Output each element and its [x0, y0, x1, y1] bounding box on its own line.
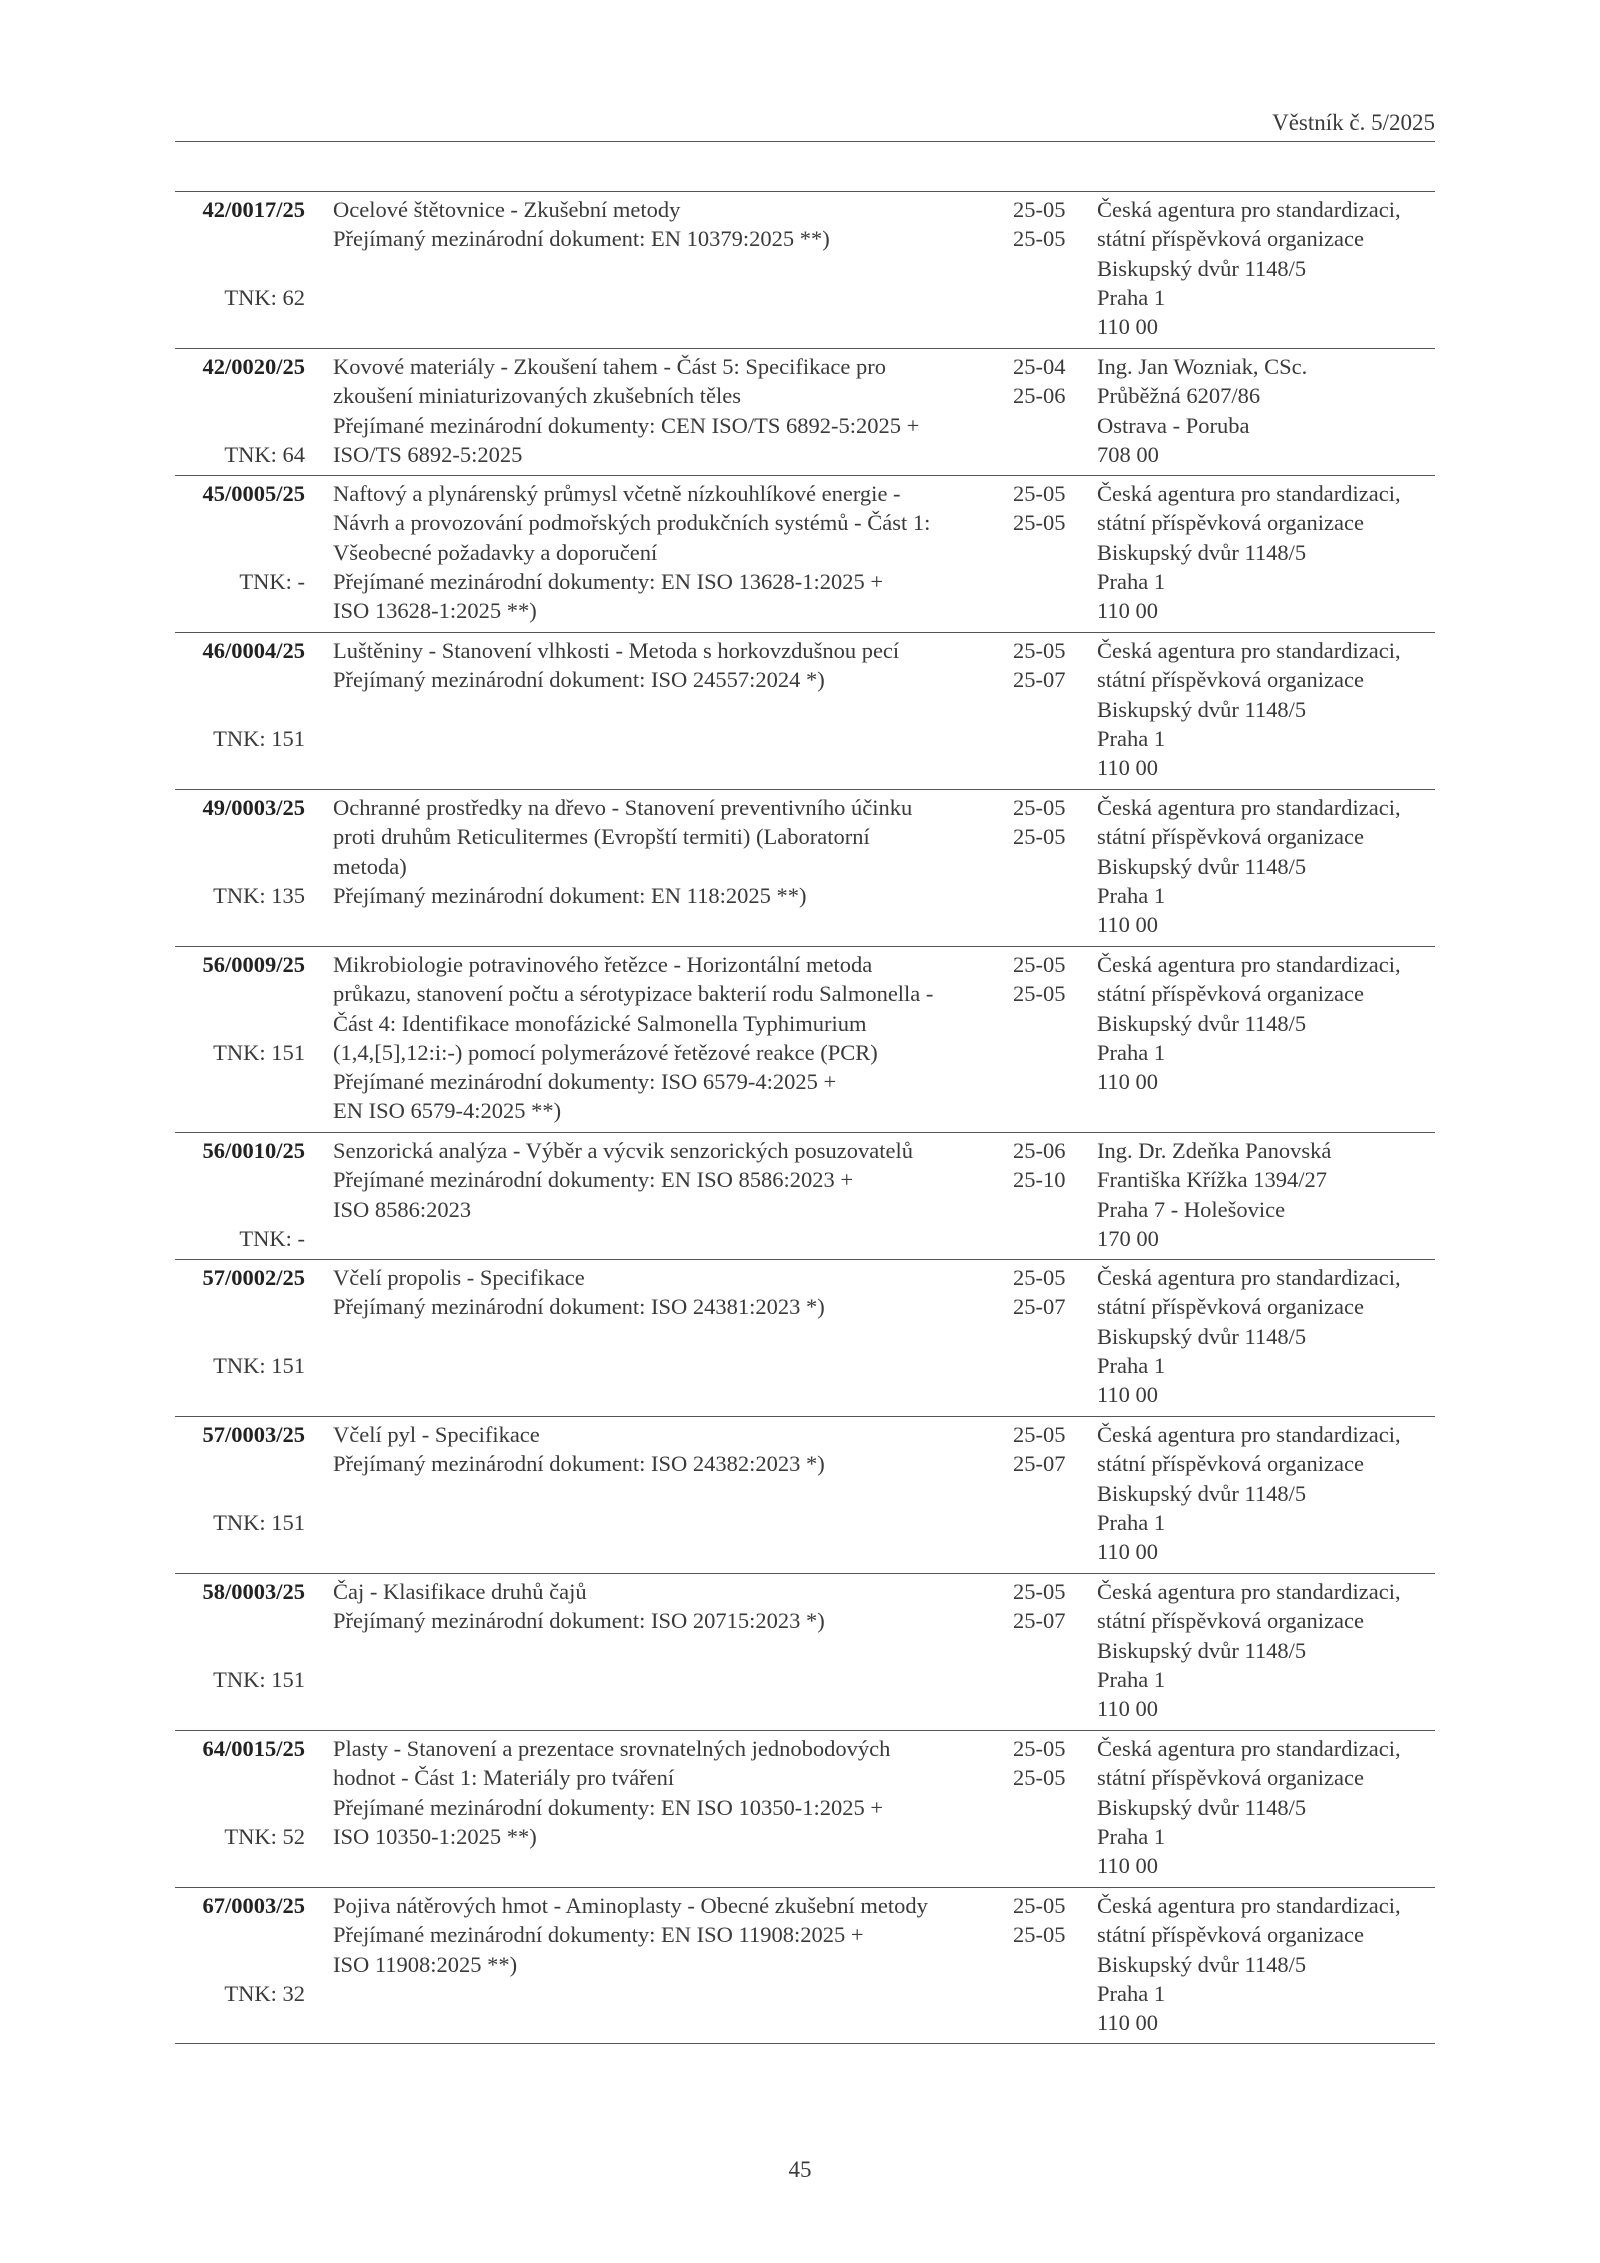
address-line: státní příspěvková organizace — [1097, 1922, 1364, 1948]
bulletin-title: Věstník č. 5/2025 — [1272, 110, 1435, 135]
standard-entry — [175, 1132, 1435, 1259]
address-line: 110 00 — [1097, 598, 1159, 624]
date-line: 25-05 — [1013, 481, 1066, 506]
address-line: Biskupský dvůr 1148/5 — [1097, 1794, 1307, 1820]
title-line: Naftový a plynárenský průmysl včetně nízkouhlíkové energie - — [333, 481, 901, 506]
title-line: ISO/TS 6892-5:2025 — [333, 441, 523, 467]
entry-dates — [1013, 1577, 1083, 1636]
address-line: Česká agentura pro standardizaci, — [1097, 1579, 1401, 1604]
address-line: Praha 1 — [1097, 1666, 1166, 1692]
title-line: Návrh a provozování podmořských produkčních systémů - Část 1: — [333, 510, 931, 536]
date-line: 25-07 — [1013, 1294, 1066, 1320]
address-line: 110 00 — [1097, 912, 1159, 938]
entry-tnk: TNK: - — [239, 568, 305, 594]
address-line: Česká agentura pro standardizaci, — [1097, 795, 1401, 820]
date-line: 25-05 — [1013, 1765, 1066, 1791]
title-line: Přejímaný mezinárodní dokument: ISO 24381:2023 *) — [333, 1294, 825, 1320]
entry-address — [1097, 793, 1437, 939]
standard-entry — [175, 1416, 1435, 1573]
entry-tnk: TNK: 64 — [224, 441, 305, 467]
address-line: Praha 1 — [1097, 284, 1166, 310]
date-line: 25-06 — [1013, 383, 1066, 409]
title-line: Přejímané mezinárodní dokumenty: EN ISO 10350-1:2025 + — [333, 1794, 884, 1820]
address-line: 110 00 — [1097, 1382, 1159, 1408]
address-line: státní příspěvková organizace — [1097, 667, 1364, 693]
date-line: 25-05 — [1013, 981, 1066, 1007]
title-line: Všeobecné požadavky a doporučení — [333, 539, 658, 565]
entry-tnk: TNK: 151 — [213, 725, 305, 751]
address-line: 110 00 — [1097, 314, 1159, 340]
address-line: státní příspěvková organizace — [1097, 1451, 1364, 1477]
standard-entry — [175, 1573, 1435, 1730]
address-line: Praha 1 — [1097, 1509, 1166, 1535]
entry-dates — [1013, 1420, 1083, 1479]
entry-address — [1097, 636, 1437, 782]
title-line: Ocelové štětovnice - Zkušební metody — [333, 197, 681, 222]
title-line: hodnot - Část 1: Materiály pro tváření — [333, 1765, 675, 1791]
date-line: 25-05 — [1013, 795, 1066, 820]
entry-tnk: TNK: 62 — [224, 284, 305, 310]
date-line: 25-05 — [1013, 952, 1066, 977]
standard-entry — [175, 348, 1435, 475]
address-line: Praha 1 — [1097, 1352, 1166, 1378]
entry-address — [1097, 479, 1437, 625]
address-line: Biskupský dvůr 1148/5 — [1097, 1637, 1307, 1663]
address-line: Česká agentura pro standardizaci, — [1097, 1422, 1401, 1447]
entry-address — [1097, 1891, 1437, 2037]
title-line: Ochranné prostředky na dřevo - Stanovení preventivního účinku — [333, 795, 913, 820]
title-line: proti druhům Reticulitermes (Evropští termiti) (Laboratorní — [333, 824, 870, 850]
address-line: Biskupský dvůr 1148/5 — [1097, 853, 1307, 879]
entry-title — [333, 479, 983, 625]
date-line: 25-06 — [1013, 1138, 1066, 1163]
entry-number: 58/0003/25 — [202, 1579, 305, 1604]
date-line: 25-05 — [1013, 1922, 1066, 1948]
title-line: Včelí propolis - Specifikace — [333, 1265, 585, 1290]
title-line: metoda) — [333, 853, 407, 879]
title-line: Přejímané mezinárodní dokumenty: CEN ISO/TS 6892-5:2025 + — [333, 412, 920, 438]
address-line: Praha 7 - Holešovice — [1097, 1196, 1286, 1222]
date-line: 25-07 — [1013, 1608, 1066, 1634]
title-line: Přejímané mezinárodní dokumenty: EN ISO 8586:2023 + — [333, 1167, 854, 1193]
entry-tnk: TNK: 151 — [213, 1352, 305, 1378]
entry-address — [1097, 1734, 1437, 1880]
entry-address — [1097, 1420, 1437, 1566]
entry-tnk: TNK: 151 — [213, 1039, 305, 1065]
entry-address — [1097, 1263, 1437, 1409]
date-line: 25-05 — [1013, 226, 1066, 252]
address-line: Česká agentura pro standardizaci, — [1097, 197, 1401, 222]
entry-number: 57/0002/25 — [202, 1265, 305, 1290]
entry-dates — [1013, 636, 1083, 695]
title-line: Kovové materiály - Zkoušení tahem - Část 5: Specifikace pro — [333, 354, 886, 379]
address-line: Biskupský dvůr 1148/5 — [1097, 539, 1307, 565]
date-line: 25-05 — [1013, 824, 1066, 850]
entry-tnk: TNK: 135 — [213, 882, 305, 908]
entry-number: 64/0015/25 — [202, 1736, 305, 1761]
standard-entry — [175, 1887, 1435, 2044]
entry-title — [333, 1577, 983, 1636]
address-line: státní příspěvková organizace — [1097, 510, 1364, 536]
address-line: státní příspěvková organizace — [1097, 981, 1364, 1007]
address-line: státní příspěvková organizace — [1097, 1765, 1364, 1791]
title-line: Čaj - Klasifikace druhů čajů — [333, 1579, 587, 1604]
address-line: Biskupský dvůr 1148/5 — [1097, 1480, 1307, 1506]
date-line: 25-05 — [1013, 1422, 1066, 1447]
entry-title — [333, 1263, 983, 1322]
address-line: Biskupský dvůr 1148/5 — [1097, 1010, 1307, 1036]
address-line: 110 00 — [1097, 1696, 1159, 1722]
address-line: Česká agentura pro standardizaci, — [1097, 1265, 1401, 1290]
address-line: Praha 1 — [1097, 1039, 1166, 1065]
title-line: Pojiva nátěrových hmot - Aminoplasty - Obecné zkušební metody — [333, 1893, 928, 1918]
address-line: Praha 1 — [1097, 725, 1166, 751]
title-line: Mikrobiologie potravinového řetězce - Horizontální metoda — [333, 952, 873, 977]
title-line: zkoušení miniaturizovaných zkušebních těles — [333, 383, 741, 409]
entry-title — [333, 636, 983, 695]
entry-address — [1097, 950, 1437, 1096]
entry-dates — [1013, 1136, 1083, 1195]
entry-number: 42/0020/25 — [202, 354, 305, 379]
address-line: Česká agentura pro standardizaci, — [1097, 638, 1401, 663]
standard-entry — [175, 632, 1435, 789]
title-line: průkazu, stanovení počtu a sérotypizace bakterií rodu Salmonella - — [333, 981, 934, 1007]
address-line: Praha 1 — [1097, 568, 1166, 594]
address-line: Česká agentura pro standardizaci, — [1097, 1893, 1401, 1918]
date-line: 25-05 — [1013, 1736, 1066, 1761]
title-line: Přejímané mezinárodní dokumenty: EN ISO 13628-1:2025 + — [333, 568, 884, 594]
entry-dates — [1013, 950, 1083, 1009]
entry-address — [1097, 1136, 1437, 1253]
title-line: Přejímaný mezinárodní dokument: ISO 20715:2023 *) — [333, 1608, 825, 1634]
standards-list — [175, 191, 1435, 2044]
address-line: Česká agentura pro standardizaci, — [1097, 481, 1401, 506]
address-line: Česká agentura pro standardizaci, — [1097, 1736, 1401, 1761]
title-line: Přejímané mezinárodní dokumenty: ISO 6579-4:2025 + — [333, 1069, 837, 1095]
address-line: 170 00 — [1097, 1225, 1159, 1251]
date-line: 25-07 — [1013, 667, 1066, 693]
entry-tnk: TNK: 52 — [224, 1823, 305, 1849]
address-line: Průběžná 6207/86 — [1097, 383, 1261, 409]
page-number: 45 — [788, 2157, 812, 2182]
page-header — [175, 108, 1435, 142]
entry-dates — [1013, 1263, 1083, 1322]
entry-number: 56/0010/25 — [202, 1138, 305, 1163]
title-line: Senzorická analýza - Výběr a výcvik senzorických posuzovatelů — [333, 1138, 913, 1163]
entry-dates — [1013, 1891, 1083, 1950]
date-line: 25-10 — [1013, 1167, 1066, 1193]
entry-title — [333, 1734, 983, 1851]
title-line: ISO 10350-1:2025 **) — [333, 1823, 537, 1849]
standard-entry — [175, 191, 1435, 348]
date-line: 25-05 — [1013, 1265, 1066, 1290]
title-line: ISO 11908:2025 **) — [333, 1951, 518, 1977]
title-line: Přejímaný mezinárodní dokument: EN 10379:2025 **) — [333, 226, 830, 252]
title-line: Přejímané mezinárodní dokumenty: EN ISO 11908:2025 + — [333, 1922, 864, 1948]
entry-tnk: TNK: 151 — [213, 1666, 305, 1692]
title-line: Plasty - Stanovení a prezentace srovnatelných jednobodových — [333, 1736, 891, 1761]
title-line: Přejímaný mezinárodní dokument: ISO 24557:2024 *) — [333, 667, 825, 693]
address-line: 708 00 — [1097, 441, 1159, 467]
entry-tnk: TNK: 151 — [213, 1509, 305, 1535]
date-line: 25-05 — [1013, 1579, 1066, 1604]
entry-tnk: TNK: 32 — [224, 1980, 305, 2006]
entry-number: 45/0005/25 — [202, 481, 305, 506]
date-line: 25-05 — [1013, 638, 1066, 663]
entry-title — [333, 793, 983, 910]
entry-dates — [1013, 479, 1083, 538]
entry-address — [1097, 1577, 1437, 1723]
standard-entry — [175, 1259, 1435, 1416]
standard-entry — [175, 789, 1435, 946]
entry-dates — [1013, 1734, 1083, 1793]
entry-number: 49/0003/25 — [202, 795, 305, 820]
address-line: Biskupský dvůr 1148/5 — [1097, 255, 1307, 281]
address-line: Praha 1 — [1097, 882, 1166, 908]
address-line: státní příspěvková organizace — [1097, 1294, 1364, 1320]
address-line: Praha 1 — [1097, 1823, 1166, 1849]
entry-title — [333, 1136, 983, 1224]
entry-number: 67/0003/25 — [202, 1893, 305, 1918]
title-line: ISO 13628-1:2025 **) — [333, 598, 537, 624]
date-line: 25-04 — [1013, 354, 1066, 379]
entry-number: 42/0017/25 — [202, 197, 305, 222]
address-line: Biskupský dvůr 1148/5 — [1097, 1323, 1307, 1349]
title-line: EN ISO 6579-4:2025 **) — [333, 1098, 562, 1124]
title-line: Přejímaný mezinárodní dokument: ISO 24382:2023 *) — [333, 1451, 825, 1477]
entry-number: 56/0009/25 — [202, 952, 305, 977]
standard-entry — [175, 475, 1435, 632]
address-line: 110 00 — [1097, 1069, 1159, 1095]
entry-title — [333, 1891, 983, 1979]
date-line: 25-05 — [1013, 1893, 1066, 1918]
entry-number: 46/0004/25 — [202, 638, 305, 663]
entry-address — [1097, 195, 1437, 341]
entry-dates — [1013, 793, 1083, 852]
entry-address — [1097, 352, 1437, 469]
entry-title — [333, 950, 983, 1126]
title-line: (1,4,[5],12:i:-) pomocí polymerázové řetězové reakce (PCR) — [333, 1039, 878, 1065]
entry-tnk: TNK: - — [239, 1225, 305, 1251]
address-line: 110 00 — [1097, 2010, 1159, 2036]
address-line: Biskupský dvůr 1148/5 — [1097, 1951, 1307, 1977]
title-line: Část 4: Identifikace monofázické Salmonella Typhimurium — [333, 1010, 867, 1036]
entry-dates — [1013, 352, 1083, 411]
entry-number: 57/0003/25 — [202, 1422, 305, 1447]
entry-dates — [1013, 195, 1083, 254]
address-line: Ing. Jan Wozniak, CSc. — [1097, 354, 1308, 379]
address-line: Františka Křížka 1394/27 — [1097, 1167, 1327, 1193]
address-line: státní příspěvková organizace — [1097, 1608, 1364, 1634]
address-line: Ostrava - Poruba — [1097, 412, 1250, 438]
standard-entry — [175, 1730, 1435, 1887]
entry-title — [333, 352, 983, 469]
address-line: Česká agentura pro standardizaci, — [1097, 952, 1401, 977]
standard-entry — [175, 946, 1435, 1132]
entry-title — [333, 1420, 983, 1479]
address-line: státní příspěvková organizace — [1097, 226, 1364, 252]
title-line: Včelí pyl - Specifikace — [333, 1422, 540, 1447]
title-line: ISO 8586:2023 — [333, 1196, 472, 1222]
title-line: Luštěniny - Stanovení vlhkosti - Metoda s horkovzdušnou pecí — [333, 638, 900, 663]
date-line: 25-05 — [1013, 197, 1066, 222]
date-line: 25-05 — [1013, 510, 1066, 536]
title-line: Přejímaný mezinárodní dokument: EN 118:2025 **) — [333, 882, 807, 908]
address-line: 110 00 — [1097, 1539, 1159, 1565]
address-line: 110 00 — [1097, 755, 1159, 781]
address-line: státní příspěvková organizace — [1097, 824, 1364, 850]
entry-title — [333, 195, 983, 254]
address-line: Praha 1 — [1097, 1980, 1166, 2006]
address-line: Biskupský dvůr 1148/5 — [1097, 696, 1307, 722]
date-line: 25-07 — [1013, 1451, 1066, 1477]
address-line: Ing. Dr. Zdeňka Panovská — [1097, 1138, 1332, 1163]
address-line: 110 00 — [1097, 1853, 1159, 1879]
